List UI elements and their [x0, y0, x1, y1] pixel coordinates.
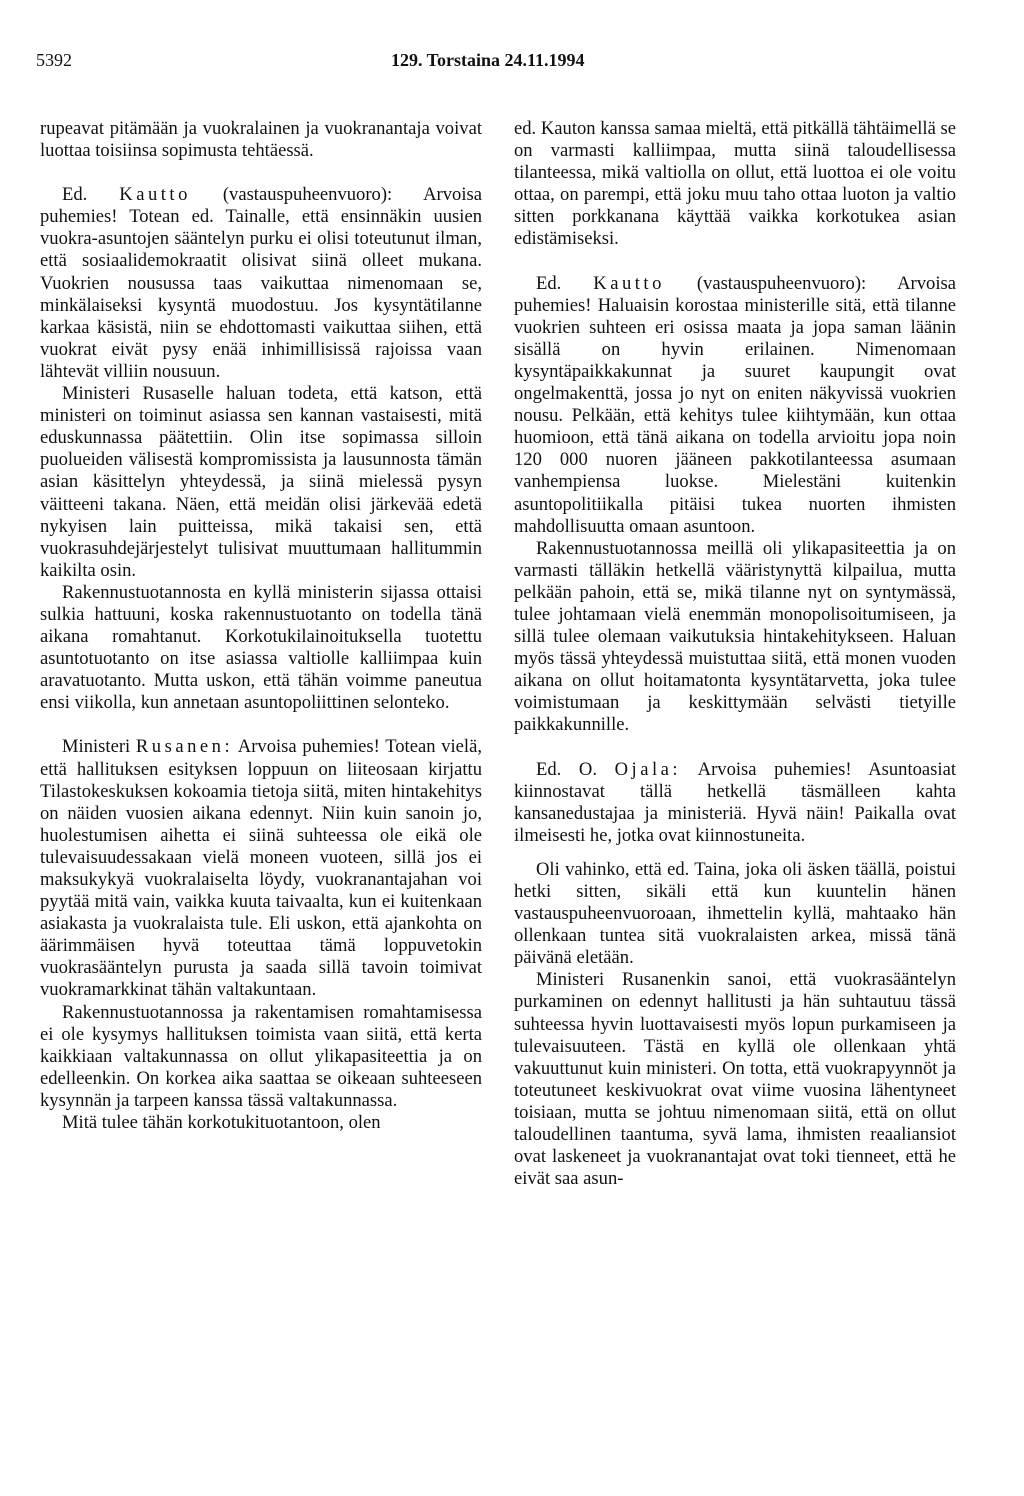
speaker-name: Rusanen: — [135, 736, 234, 758]
right-column — [514, 118, 956, 1190]
speech-text: (vastauspuheenvuoro): Arvoisa puhemies! Haluaisin korostaa ministerille sitä, että tilanne vuokrien suhteen eri osissa maata ja jopa saman läänin sisällä on hyvin erilainen. Nimenomaan kysyntäpaikkakunnat ja suuret kaupungit ovat ongelmakenttä, jossa jo nyt on eniten näkyvissä vuokrien nousu. Pelkään, että kehitys tulee kiihtymään, kun ottaa huomioon, että tänä aikana on todella arvioitu jopa noin 120 000 nuoren jääneen pakkotilanteessa asumaan vanhempiensa luokse. Mielestäni kuitenkin asuntopolitiikalla pitäisi tukea nuorten ihmisten mahdollisuutta omaan asuntoon. — [514, 272, 956, 537]
paragraph: Rakennustuotannosta en kyllä ministerin sijassa ottaisi sulkia hattuuni, koska rakennustuotanto on todella tänä aikana romahtanut. Korkotukilainoituksella tuotettu asuntotuotanto on itse asiassa valtiolle kalliimpaa kuin aravatuotanto. Mutta uskon, että tähän voimme paneutua ensi viikolla, kun annetaan asuntopoliittinen selonteko. — [40, 581, 482, 714]
speaker-name: Ojala: — [614, 758, 682, 780]
speaker-name: Kautto — [593, 272, 665, 294]
speaker-name: Kautto — [119, 184, 191, 206]
speech-ojala — [514, 759, 956, 847]
paragraph: Rakennustuotannossa ja rakentamisen romahtamisessa ei ole kysymys hallituksen toimista vaan siitä, että kerta kaikkiaan valtakunnassa on ollut ylikapasiteettia ja on edelleenkin. On korkea aika saattaa se oikeaan suhteeseen kysynnän ja tarpeen kanssa tässä valtakunnassa. — [40, 1001, 482, 1111]
speech-text: Arvoisa puhemies! Totean vielä, että hallituksen esityksen loppuun on liiteosaan kirjattu Tilastokeskuksen kokoamia tietoja siitä, miten hintakehitys on näiden vuosien aikana edennyt. Niin kuin sanoin jo, huolestumisen aihetta ei siinä suhteessa ole eikä ole tulevaisuudessakaan vielä moneen vuoteen, sillä jos ei maksukykyä vuokralaiselta löydy, vuokranantajahan voi pyytää mitä vain, vaikka kuuta taivaalta, kun ei kuitenkaan asiakasta ja vuokralaista tule. Eli uskon, että ajankohta on äärimmäisen hyvä toteuttaa tämä loppuvetokin vuokrasääntelyn purusta ja saada sillä tavoin toimivat vuokramarkkinat tähän valtakuntaan. — [40, 736, 483, 1001]
speaker-prefix: Ed. O. — [536, 758, 597, 780]
paragraph: rupeavat pitämään ja vuokralainen ja vuokranantaja voivat luottaa toisiinsa sopimusta tehtäessä. — [40, 118, 482, 162]
paragraph: Ministeri Rusaselle haluan todeta, että katson, että ministeri on toiminut asiassa sen kannan vastaisesti, mitä eduskunnassa päätettiin. Olin itse sopimassa silloin puolueiden välisestä kompromissista ja lausunnosta tämän asian käsittelyn yhteydessä, ja siinä mielessä pysyn väitteeni takana. Näen, että meidän olisi järkevää edetä nykyisen lain puitteissa, mikä takaisi sen, että vuokrasuhdejärjestelyt tulisivat muuttumaan hallitummin kaikilta osin. — [40, 383, 482, 581]
left-column — [40, 118, 482, 1134]
paragraph: ed. Kauton kanssa samaa mieltä, että pitkällä tähtäimellä se on varmasti kalliimpaa, mutta siinä taloudellisessa tilanteessa, mikä valtiolla on ollut, että luottoa ei ole voitu ottaa, on parempi, että joku muu taho ottaa luoton ja valtio sitten porkkanana käyttää vaikka korkotukea asian edistämiseksi. — [514, 118, 956, 250]
speaker-prefix: Ed. — [536, 272, 562, 294]
speech-rusanen — [40, 736, 482, 1001]
page-number: 5392 — [36, 50, 72, 70]
paragraph: Mitä tulee tähän korkotukituotantoon, olen — [62, 1112, 381, 1134]
speech-text: Arvoisa puhemies! Asuntoasiat kiinnostavat tällä hetkellä täsmälleen kahta kansanedustajaa ja ministeriä. Hyvä näin! Paikalla ovat ilmeisesti he, jotka ovat kiinnostuneita. — [514, 758, 957, 846]
speaker-prefix: Ed. — [62, 184, 88, 206]
paragraph: Rakennustuotannossa meillä oli ylikapasiteettia ja on varmasti tälläkin hetkellä vääristynyttä kilpailua, mutta pelkään pahoin, että se, mikä tilanne nyt on syntymässä, tulee johtamaan vielä enemmän monopolisoitumiseen, ja sillä tulee olemaan vaikutuksia hintakehitykseen. Haluan myös tässä yhteydessä muistuttaa siitä, että monen vuoden aikana on ollut hoitamatonta kysyntätarvetta, joka tulee voimistumaan ja keskittymään selvästi tietyille paikkakunnille. — [514, 537, 956, 736]
speech-text: (vastauspuheenvuoro): Arvoisa puhemies! Totean ed. Tainalle, että ensinnäkin uusien vuokra-asuntojen sääntelyn purku ei olisi toteutunut ilman, että sosiaalidemokraatit olisivat siinä olleet mukana. Vuokrien nousussa taas vaikuttaa nimenomaan se, minkälaiseksi kysyntä muodostuu. Jos kysyntätilanne karkaa käsistä, niin se ehdottomasti vaikuttaa siihen, että vuokrat eivät pysy enää inhimillisissä rajoissa vaan lähtevät villiin nousuun. — [40, 184, 482, 382]
paragraph: Oli vahinko, että ed. Taina, joka oli äsken täällä, poistui hetki sitten, sikäli että kun kuuntelin hänen vastauspuheenvuoroaan, ihmettelin kyllä, mahtaako hän ollenkaan tuntea sitä vuokralaisten arkea, missä tänä päivänä eletään. — [514, 858, 956, 969]
session-title: 129. Torstaina 24.11.1994 — [391, 50, 585, 70]
paragraph: Ministeri Rusanenkin sanoi, että vuokrasääntelyn purkaminen on edennyt hallitusti ja hän suhtautuu tässä suhteessa hyvin luottavaisesti myös lopun purkamiseen ja tulevaisuuteen. Tästä en kyllä ole ollenkaan yhtä vakuuttunut kuin ministeri. On totta, että vuokrapyynnöt ja toteutuneet keskivuokrat ovat viime vuosina lähentyneet toisiaan, mutta se johtuu nimenomaan siitä, että on ollut taloudellinen taantuma, syvä lama, ihmisten reaaliansiot ovat laskeneet ja vuokranantajat ovat toki tienneet, että he eivät saa asun- — [514, 969, 956, 1190]
speech-kautto-1 — [40, 184, 482, 383]
speaker-prefix: Ministeri — [62, 736, 131, 758]
page-header — [36, 50, 976, 74]
speech-kautto-2 — [514, 273, 956, 538]
